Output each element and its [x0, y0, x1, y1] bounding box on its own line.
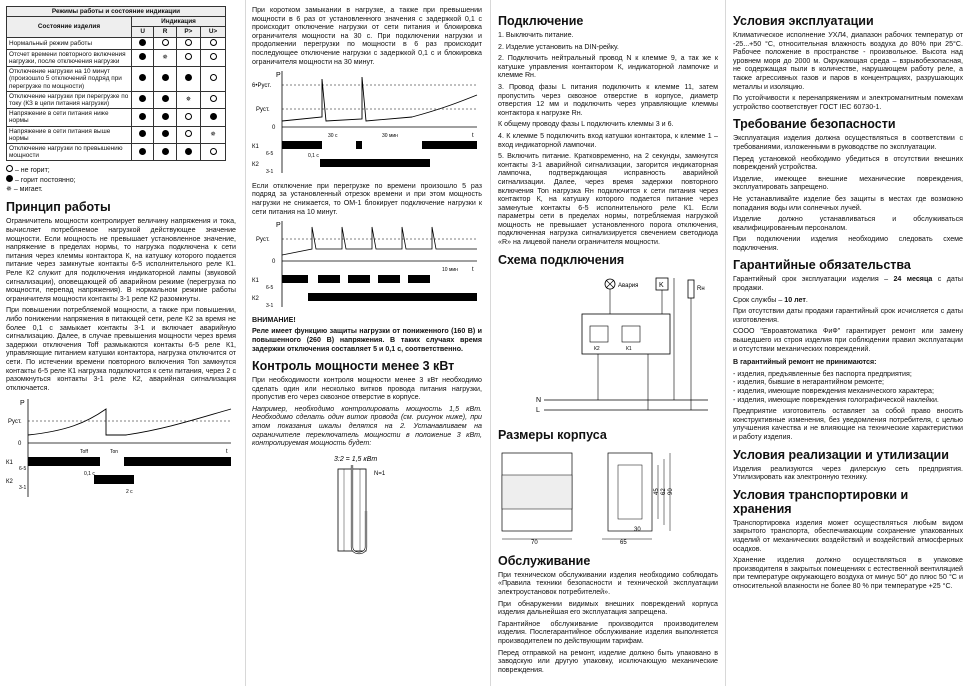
indicator-cell: [154, 144, 176, 161]
axis-label: Руст.: [256, 237, 270, 244]
indicator-off-icon: [185, 130, 192, 137]
table-row: [7, 37, 226, 49]
dimension-label: 62: [661, 488, 667, 496]
warranty-exclusions-title: В гарантийный ремонт не принимаются:: [733, 358, 877, 367]
state-cell: Отключение нагрузки при перегрузке по току (КЗ в цепи питания нагрузки): [7, 91, 132, 108]
relay-label: К1: [626, 345, 632, 352]
indicator-cell: [132, 144, 154, 161]
safety-paragraph: Эксплуатация изделия должна осуществляться в соответствии с требованиями, изложенными в руководстве по эксплуатации.: [733, 134, 963, 151]
axis-label: t: [472, 133, 474, 140]
axis-label: P: [276, 72, 281, 80]
table-row: [7, 67, 226, 92]
indicator-off-icon: [210, 148, 217, 155]
indicator-on-icon: [139, 113, 146, 120]
legend-text: – мигает.: [13, 186, 43, 194]
connection-step: К общему проводу фазы L подключить клеммы 3 и 6.: [498, 120, 674, 129]
text: 10 лет: [784, 295, 806, 304]
legend-item: [6, 165, 236, 175]
connection-step: 4. К клемме 5 подключить вход катушки контактора, к клемме 1 – вход индикаторной лампочки.: [498, 131, 718, 149]
axis-label: 0: [272, 259, 276, 266]
control-example: Например, необходимо контролировать мощность 1,5 кВт. Необходимо сделать один виток провода (см. рисунок ниже), при этом показания шкалы делятся на 2. Устанавливаем на ограничителе переключатель мощности в положение 3 кВт, контролируемая мощность будет:: [252, 404, 482, 448]
sale-paragraph: Изделия реализуются через дилерскую сеть предприятия. Утилизировать как электронную технику.: [733, 464, 963, 482]
sale-title: Условия реализации и утилизации: [733, 447, 949, 462]
indicator-on-icon: [210, 113, 217, 120]
col-ind-header: Индикация: [132, 17, 226, 27]
short-circuit-paragraph: При коротком замыкании в нагрузке, а также при превышении мощности в 6 раз от установленного значения с задержкой 0,1 с происходит отключение нагрузки от сети питания и блокировка ограничителя мощности на 30 с. При подключении нагрузки и продолжении перегрузки по мощности в 6 раз происходит последующее отключение нагрузки с задержкой 0,1 с и блокировка ограничителя мощности на 30 минут.: [252, 6, 482, 66]
indicator-off-icon: [6, 165, 13, 172]
conditions-title: Условия эксплуатации: [733, 14, 874, 28]
col-header: U>: [201, 27, 226, 37]
time-label: 0,1 с: [84, 471, 95, 478]
indicator-off-icon: [210, 39, 217, 46]
col-state-header: Состояние изделия: [7, 17, 132, 37]
warranty-title: Гарантийные обязательства: [733, 258, 911, 273]
time-label: 10 мин: [442, 267, 458, 274]
principle-title: Принцип работы: [6, 200, 111, 215]
time-label: 30 мин: [382, 133, 398, 140]
timing-graph-3: [252, 219, 482, 311]
contact-label: 6-5: [266, 285, 274, 292]
indicator-on-icon: [139, 130, 146, 137]
indicator-on-icon: [162, 130, 169, 137]
warranty-exclusion: - изделия, имеющие повреждения голографической наклейки.: [733, 395, 939, 404]
indicator-cell: [176, 109, 200, 126]
indicator-cell: [176, 67, 200, 92]
dims-title: Размеры корпуса: [498, 428, 607, 443]
indicator-on-icon: [139, 148, 146, 155]
time-label: 2 с: [126, 489, 133, 496]
indicator-cell: [201, 126, 226, 143]
modes-table-body: [7, 37, 226, 161]
indicator-on-icon: [139, 74, 146, 81]
indicator-off-icon: [162, 39, 169, 46]
indicator-cell: [176, 49, 200, 66]
indicator-cell: [176, 126, 200, 143]
column-divider: [725, 0, 726, 686]
connection-step: 2. Изделие установить на DIN-рейку.: [498, 42, 619, 51]
indicator-blink-icon: ✵: [210, 131, 216, 139]
legend-text: – горит постоянно;: [14, 177, 76, 185]
connection-step: 2. Подключить нейтральный провод N к клемме 9, а так же к катушке управления контактором К, индикаторной лампочке и клемме Rн.: [498, 54, 718, 80]
time-label: 30 с: [328, 133, 338, 140]
legend-item: [6, 185, 236, 194]
indicator-on-icon: [139, 53, 146, 60]
indicator-cell: [201, 144, 226, 161]
safety-paragraph: Перед установкой необходимо убедиться в отсутствии внешних повреждений устройства.: [733, 154, 963, 172]
turns-label: N=1: [374, 470, 386, 477]
service-paragraph: Перед отправкой на ремонт, изделие должно быть упаковано в заводскую или другую упаковку, исключающую механические повреждения.: [498, 648, 718, 674]
legend-text: – не горит;: [14, 167, 50, 175]
text: 24 месяца: [893, 275, 933, 284]
indicator-cell: [132, 49, 154, 66]
column-2: [252, 6, 482, 558]
modes-table-title: Режимы работы и состояние индикации: [7, 7, 226, 17]
indicator-on-icon: [139, 95, 146, 102]
indicator-off-icon: [185, 53, 192, 60]
service-paragraph: При техническом обслуживании изделия необходимо соблюдать «Правила техники безопасности и технической эксплуатации электроустановок потребителей».: [498, 570, 718, 597]
indicator-off-icon: [185, 113, 192, 120]
axis-label: 6•Руст.: [252, 83, 272, 90]
wiring-diagram: [498, 270, 718, 420]
relay-label: К1: [252, 278, 259, 285]
timing-graph-1: [6, 395, 236, 505]
indicator-cell: [132, 67, 154, 92]
indicator-cell: [176, 144, 200, 161]
timing-graph-2: [252, 69, 482, 179]
transport-paragraph: Хранение изделия должно осуществляться в упаковке производителя в закрытых помещениях с естественной вентиляцией при температуре окружающего воздуха от минус 50° до плюс 50 °С и относительной влажности не более 80 % при температуре +25 °С.: [733, 556, 963, 590]
control-paragraph: При необходимости контроля мощности менее 3 кВт необходимо сделать один или несколько витков провода питания нагрузки, пропустив его через сквозное отверстие в корпусе.: [252, 376, 482, 402]
state-cell: Нормальный режим работы: [7, 37, 132, 49]
indicator-cell: [201, 109, 226, 126]
axis-label: t: [226, 449, 228, 456]
wire-label: N: [536, 396, 542, 404]
warning-text: Реле имеет функцию защиты нагрузки от пониженного (160 В) и повышенного (260 В) напряжения. В таких случаях время задержки отключения составляет 5 и 0,1 с, соответственно.: [252, 327, 482, 353]
indicator-blink-icon: ✵: [162, 54, 168, 62]
indicator-off-icon: [185, 39, 192, 46]
conditions-paragraph: По устойчивости к перенапряжениям и электромагнитным помехам устройство соответствует ГОСТ IEC 60730-1.: [733, 94, 963, 111]
schema-title: Схема подключения: [498, 252, 625, 267]
axis-label: P: [20, 400, 25, 408]
indicator-on-icon: [162, 113, 169, 120]
relay-label: К2: [252, 296, 259, 303]
indicator-on-icon: [139, 39, 146, 46]
table-row: [7, 91, 226, 108]
indicator-cell: [201, 91, 226, 108]
relay-label: К2: [594, 345, 600, 352]
relay-label: К1: [252, 144, 259, 151]
axis-label: Руст.: [256, 107, 270, 114]
axis-label: Руст.: [8, 419, 22, 426]
table-row: [7, 144, 226, 161]
warranty-exclusion: - изделия, бывшие в негарантийном ремонте;: [733, 378, 885, 387]
modes-table: [6, 6, 226, 161]
dimension-label: 70: [531, 540, 538, 546]
service-life: [733, 296, 963, 305]
table-row: [7, 109, 226, 126]
control-title: Контроль мощности менее 3 кВт: [252, 359, 455, 374]
indicator-cell: [154, 37, 176, 49]
safety-title: Требование безопасности: [733, 117, 896, 132]
indicator-blink-icon: ✵: [6, 186, 12, 194]
service-paragraph: При обнаружении видимых внешних повреждений корпуса изделия дальнейшая его эксплуатация запрещена.: [498, 599, 718, 617]
wire-label: L: [536, 406, 540, 414]
indicator-on-icon: [6, 175, 13, 182]
indicator-cell: [132, 126, 154, 143]
contact-label: 3-1: [19, 485, 27, 492]
connection-step: 3. Провод фазы L питания подключить к клемме 11, затем пропустить через сквозное отверстие в корпусе, диаметр отверстия 12 мм и подключить через управляющие клеммы контактора к нагрузке Rн.: [498, 82, 718, 117]
indicator-cell: [132, 109, 154, 126]
relay-label: К2: [6, 479, 13, 486]
indicator-on-icon: [185, 74, 192, 81]
connection-step: 1. Выключить питание.: [498, 31, 574, 39]
transport-paragraph: Транспортировка изделия может осуществляться любым видом закрытого транспорта, обеспечивающим сохранение упакованных изделий от механических воздействий и воздействий атмосферных осадков.: [733, 518, 963, 553]
safety-paragraph: Изделие должно устанавливаться и обслуживаться квалифицированным персоналом.: [733, 215, 963, 232]
indicator-cell: [132, 91, 154, 108]
load-label: Rн: [697, 285, 705, 292]
warranty-exclusion: - изделия, имеющие повреждения механического характера;: [733, 387, 934, 395]
service-title: Обслуживание: [498, 553, 591, 568]
time-label: 0,1 с: [308, 153, 319, 160]
column-divider: [490, 0, 491, 686]
warranty-paragraph: При отсутствии даты продажи гарантийный срок исчисляется с даты изготовления.: [733, 307, 963, 324]
warranty-paragraph: СООО "Евроавтоматика ФиФ" гарантирует ремонт или замену вышедшего из строя изделия при соблюдении правил эксплуатации и отсутствии механических повреждений.: [733, 327, 963, 353]
indicator-off-icon: [210, 74, 217, 81]
indicator-on-icon: [162, 148, 169, 155]
axis-label: 0: [272, 125, 276, 132]
indicator-cell: [154, 126, 176, 143]
safety-paragraph: При подключении изделия необходимо следовать схеме подключения.: [733, 235, 963, 252]
indicator-cell: [154, 49, 176, 66]
time-label: Ton: [110, 449, 119, 456]
indicator-on-icon: [185, 148, 192, 155]
contact-label: 3-1: [266, 169, 274, 176]
dimensions-drawing: [498, 445, 718, 545]
indicator-blink-icon: ✵: [185, 96, 192, 104]
contact-label: 6-5: [266, 151, 274, 158]
service-paragraph: Гарантийное обслуживание производится производителем изделия. Послегарантийное обслуживание изделия выполняется производителем по действующим тарифам.: [498, 619, 718, 645]
table-row: [7, 49, 226, 66]
table-row: [7, 126, 226, 143]
indicator-on-icon: [162, 74, 169, 81]
state-cell: Отсчет времени повторного включения нагрузки, после отключения нагрузки: [7, 49, 132, 66]
indicator-cell: [201, 67, 226, 92]
column-4: [733, 6, 963, 594]
dimension-label: 30: [634, 527, 641, 534]
safety-paragraph: Не устанавливайте изделие без защиты в местах где возможно попадания воды или солнечных лучей.: [733, 194, 963, 212]
column-divider: [245, 0, 246, 686]
legend: [6, 165, 236, 194]
indicator-cell: [154, 109, 176, 126]
contact-label: 6-5: [19, 466, 27, 473]
col-header: R: [154, 27, 176, 37]
contactor-label: K: [659, 281, 664, 289]
column-3: [498, 6, 718, 677]
warranty-paragraph: Предприятие изготовитель оставляет за собой право вносить конструктивные изменения, без уведомления потребителя, с целью улучшения качества и не влияющие на технические характеристики и работу изделия.: [733, 407, 963, 441]
indicator-off-icon: [210, 53, 217, 60]
legend-item: [6, 175, 236, 185]
axis-label: 0: [18, 441, 22, 448]
indicator-cell: [176, 37, 200, 49]
dimension-label: 65: [620, 540, 627, 546]
state-cell: Напряжение в сети питания ниже нормы: [7, 109, 132, 126]
connection-step: 5. Включить питание. Кратковременно, на 2 секунды, замкнутся контакты 3-1 аварийной сигнализации, загорится индикаторная лампочка, подтверждающая исправность аварийной сигнализации. Далее, через время задержки повторного включения Ton нагрузка Rн подключится к сети питания через контактор К, на катушку которого подается питание через замкнутые контакты 6-5 исполнительного реле К1. Если параметры сети в пределах нормы, потребляемая нагрузкой мощность не превышает установленного порога отключения, подключенная нагрузка сигнализируется свечением светодиода «R» на лицевой панели ограничителя мощности.: [498, 152, 718, 247]
col-header: U: [132, 27, 154, 37]
indicator-on-icon: [162, 95, 169, 102]
text: Срок службы –: [733, 295, 785, 304]
contact-label: 3-1: [266, 303, 274, 310]
warranty-exclusion: - изделия, предъявленные без паспорта предприятия;: [733, 369, 912, 378]
indicator-cell: [176, 91, 200, 108]
indicator-cell: [154, 67, 176, 92]
warranty-term: [733, 275, 963, 292]
formula: 3:2 = 1,5 кВт: [334, 455, 378, 463]
dimension-label: 45: [654, 488, 660, 496]
relay-label: К1: [6, 460, 13, 467]
principle-paragraph: Ограничитель мощности контролирует величину напряжения и тока, вычисляет потребляемое нагрузкой действующее значение мощности. Если мощность не превышает установленное значение, напряжение в пределах нормы, то нагрузка подключена к сети питания через клеммы контактора К, на катушку которого подается питание через замкнутые контакты 6-5 исполнительного реле К1. Реле К2 служит для подключения индикаторной лампы (звуковой сигнализации), оповещающей об аварийном режиме (перегрузка по мощности, перепад напряжения). В нормальном режиме работы ограничителя мощности контакты 3-1 реле К2 разомкнуты.: [6, 217, 236, 303]
dimension-label: 90: [668, 488, 674, 496]
text: с даты продажи.: [733, 275, 963, 293]
column-1: [6, 6, 236, 508]
axis-label: P: [276, 222, 281, 230]
five-trips-paragraph: Если отключение при перегрузке по времени произошло 5 раз подряд за установленный отрезок времени и при этом мощность нагрузки не снижается, то ОМ-1 блокирует подключение нагрузки к сети питания на 10 минут.: [252, 181, 482, 216]
col-header: P>: [176, 27, 200, 37]
indicator-cell: [201, 49, 226, 66]
indicator-off-icon: [210, 95, 217, 102]
connection-list: [498, 31, 718, 247]
time-label: Toff: [80, 449, 88, 456]
connection-title: Подключение: [498, 14, 584, 28]
axis-label: t: [472, 267, 474, 274]
state-cell: Напряжение в сети питания выше нормы: [7, 126, 132, 143]
state-cell: Отключение нагрузки на 10 минут (произошло 5 отключений подряд при перегрузке по мощности): [7, 67, 132, 92]
text: Гарантийный срок эксплуатации изделия –: [733, 275, 894, 284]
warning-title: ВНИМАНИЕ!: [252, 315, 296, 324]
conditions-paragraph: Климатическое исполнение УХЛ4, диапазон рабочих температур от -25...+50 °С, относительная влажность воздуха до 80% при 25°С. Рабочее положение в пространстве - произвольное. Высота над уровнем моря до 2000 м. Окружающая среда – взрывобезопасная, не содержащая пыли в количестве, нарушающем работу реле, а также агрессивных газов и паров в концентрациях, разрушающих металлы и изоляцию.: [733, 31, 963, 91]
state-cell: Отключение нагрузки по превышению мощности: [7, 144, 132, 161]
principle-paragraph: При повышении потребляемой мощности, а также при повышении, либо понижении напряжения в питающей сети, реле К2 за время не более 0,1 с замыкает контакты 3-1 и включает аварийную сигнализацию. Далее, в случае превышения мощности через время задержки отключения Toff размыкаются контакты 6-5 реле К1, управляющие питанием катушки контактора, нагрузка отключится от сети. По истечении времени повторного включения Ton замкнутся контакты 6-5 реле К1 нагрузка подключится к сети питания, через 2 с разомкнуться контакты 3-1 реле К2, аварийная сигнализация отключается.: [6, 306, 236, 392]
alarm-label: Авария: [618, 282, 639, 289]
indicator-cell: [132, 37, 154, 49]
indicator-cell: [201, 37, 226, 49]
safety-paragraph: Изделие, имеющее внешние механические повреждения, эксплуатировать запрещено.: [733, 174, 963, 192]
wire-loop-illustration: [252, 451, 482, 556]
transport-title: Условия транспортировки и хранения: [733, 487, 909, 516]
relay-label: К2: [252, 162, 259, 169]
text: .: [805, 295, 808, 304]
indicator-cell: [154, 91, 176, 108]
